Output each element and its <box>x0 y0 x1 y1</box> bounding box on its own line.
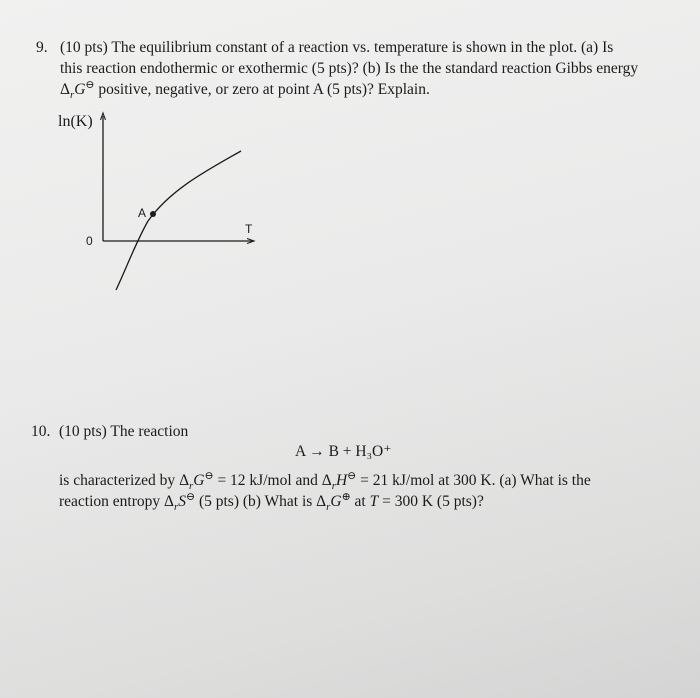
question-9-text-3: positive, negative, or zero at point A (5 pts)? Explain. <box>94 81 430 98</box>
g-symbol: G <box>193 472 205 489</box>
question-9-line-3 <box>36 79 676 100</box>
question-10-body <box>59 470 591 512</box>
point-a-label: A <box>138 206 147 220</box>
r-subscript: r <box>331 480 336 493</box>
question-10-text-3c: at <box>350 493 370 510</box>
y-axis-label: ln(K) <box>58 113 93 130</box>
question-10-text-3a: reaction entropy <box>59 493 165 510</box>
question-10-text-3d: = 300 K (5 pts)? <box>378 493 484 510</box>
r-subscript: r <box>326 501 331 514</box>
standard-state-symbol: ⊖ <box>204 469 214 482</box>
g-symbol: G <box>330 493 342 510</box>
question-9-number: 9. <box>36 39 48 56</box>
question-10-text-1: (10 pts) The reaction <box>59 423 189 440</box>
question-10-text-2c: = 21 kJ/mol at 300 K. (a) What is the <box>356 472 591 489</box>
s-symbol: S <box>178 493 186 510</box>
r-subscript: r <box>173 501 179 514</box>
standard-state-symbol: ⊖ <box>185 490 196 503</box>
question-9-line-2: this reaction endothermic or exothermic (5 pts)? (b) Is the the standard reaction Gibbs energy <box>60 60 639 77</box>
delta-symbol: Δ <box>179 472 190 489</box>
gibbs-r-subscript: r <box>69 89 75 102</box>
reaction-equation: A → B + H₃O⁺ <box>295 443 392 460</box>
point-a-marker <box>150 211 156 217</box>
question-10-text-2b: = 12 kJ/mol and <box>213 472 322 489</box>
origin-label: 0 <box>86 234 93 248</box>
h-symbol: H <box>335 472 348 489</box>
question-10-line-3 <box>59 491 591 512</box>
standard-state-symbol-alt: ⊕ <box>341 490 351 503</box>
question-9 <box>36 37 676 100</box>
temperature-symbol: T <box>369 493 379 510</box>
delta-symbol: Δ <box>164 493 174 510</box>
ln-k-vs-t-plot <box>56 104 266 304</box>
question-10 <box>31 421 681 442</box>
standard-state-symbol: ⊖ <box>85 78 95 91</box>
question-10-text-2a: is characterized by <box>59 472 180 489</box>
question-9-line-1 <box>36 37 676 58</box>
question-10-line-2 <box>59 470 591 491</box>
question-10-text-3b: (5 pts) (b) What is <box>195 493 317 510</box>
r-subscript: r <box>189 480 194 493</box>
x-axis-label: T <box>245 222 253 236</box>
delta-symbol: Δ <box>321 472 332 489</box>
gibbs-g-symbol: G <box>74 81 86 98</box>
question-10-number: 10. <box>31 423 51 440</box>
question-9-text-1: (10 pts) The equilibrium constant of a reaction vs. temperature is shown in the plot. (a) Is <box>60 39 614 56</box>
gibbs-delta-symbol: Δ <box>60 81 70 98</box>
delta-symbol: Δ <box>316 493 327 510</box>
standard-state-symbol: ⊖ <box>347 469 357 482</box>
ln-k-curve <box>116 151 241 290</box>
